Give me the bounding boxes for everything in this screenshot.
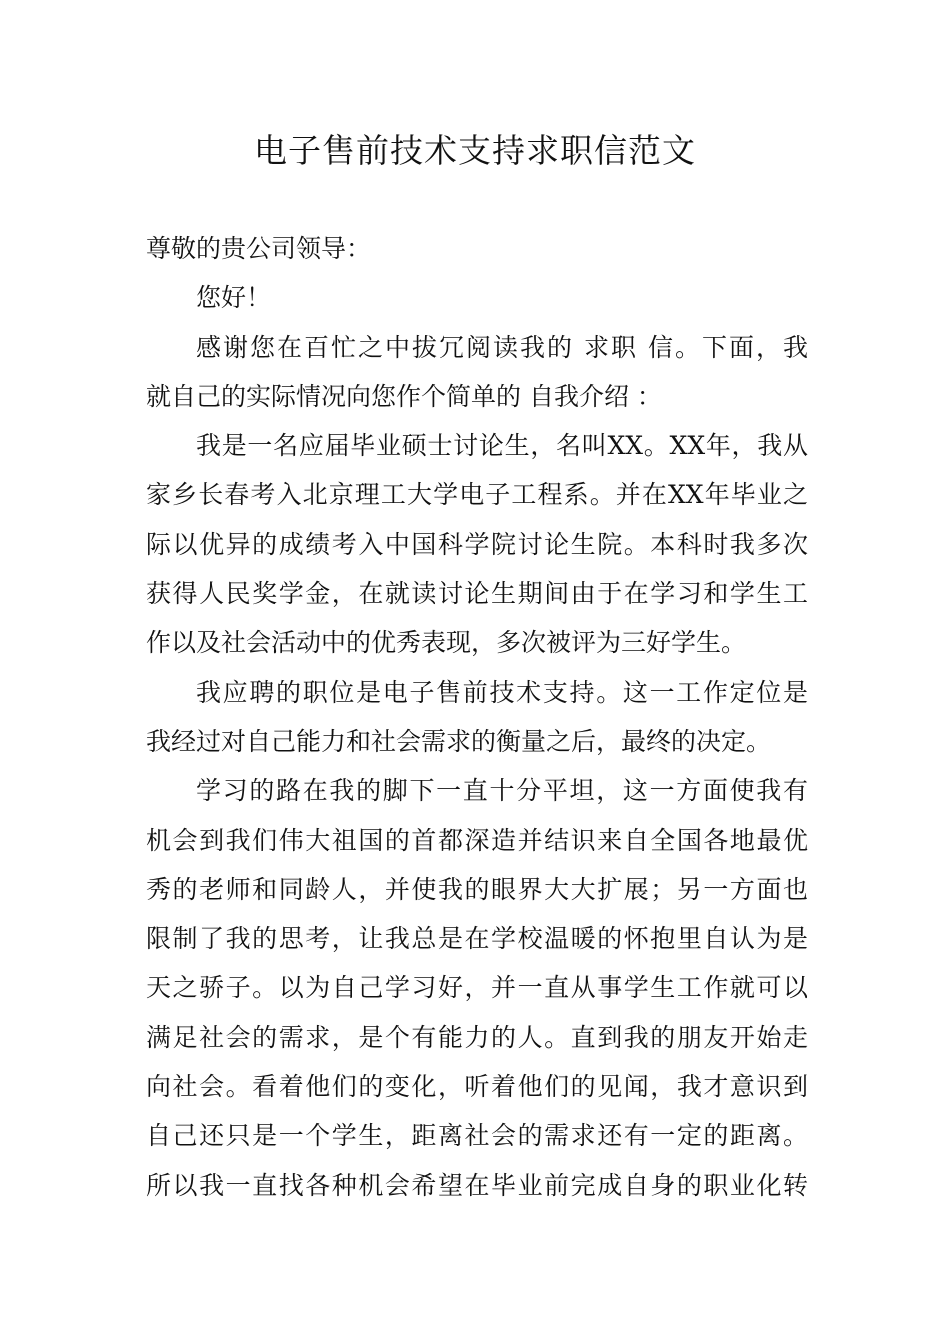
paragraph-3-line-1: 我应聘的职位是电子售前技术支持。这一工作定位是	[196, 677, 808, 707]
paragraph-2-line-1: 我是一名应届毕业硕士讨论生，名叫XX。XX年，我从	[196, 431, 808, 461]
document-title: 电子售前技术支持求职信范文	[254, 131, 696, 170]
paragraph-2-line-5: 作以及社会活动中的优秀表现，多次被评为三好学生。	[146, 628, 747, 658]
paragraph-2-line-3: 际以优异的成绩考入中国科学院讨论生院。本科时我多次	[146, 529, 808, 559]
salutation: 尊敬的贵公司领导：	[146, 234, 372, 263]
paragraph-4-line-8: 自己还只是一个学生，距离社会的需求还有一定的距离。	[146, 1121, 808, 1151]
paragraph-4-line-3: 秀的老师和同龄人，并使我的眼界大大扩展；另一方面也	[146, 874, 808, 904]
paragraph-4-line-4: 限制了我的思考，让我总是在学校温暖的怀抱里自认为是	[146, 924, 808, 954]
greeting: 您好！	[196, 283, 272, 313]
paragraph-2-line-4: 获得人民奖学金，在就读讨论生期间由于在学习和学生工	[146, 579, 808, 609]
paragraph-4-line-1: 学习的路在我的脚下一直十分平坦，这一方面使我有	[196, 776, 808, 806]
paragraph-4-line-7: 向社会。看着他们的变化，听着他们的见闻，我才意识到	[146, 1072, 808, 1102]
paragraph-1-line-1: 感谢您在百忙之中拔冗阅读我的 求职 信。下面，我	[196, 332, 808, 362]
paragraph-4-line-9: 所以我一直找各种机会希望在毕业前完成自身的职业化转	[146, 1170, 808, 1200]
paragraph-1-line-2: 就自己的实际情况向您作个简单的 自我介绍 ：	[146, 381, 662, 411]
paragraph-4-line-5: 天之骄子。以为自己学习好，并一直从事学生工作就可以	[146, 973, 808, 1003]
paragraph-4-line-6: 满足社会的需求，是个有能力的人。直到我的朋友开始走	[146, 1022, 808, 1052]
paragraph-2-line-2: 家乡长春考入北京理工大学电子工程系。并在XX年毕业之	[146, 480, 808, 510]
paragraph-4-line-2: 机会到我们伟大祖国的首都深造并结识来自全国各地最优	[146, 825, 808, 855]
letter-body	[146, 224, 808, 1210]
paragraph-3-line-2: 我经过对自己能力和社会需求的衡量之后，最终的决定。	[146, 726, 772, 756]
